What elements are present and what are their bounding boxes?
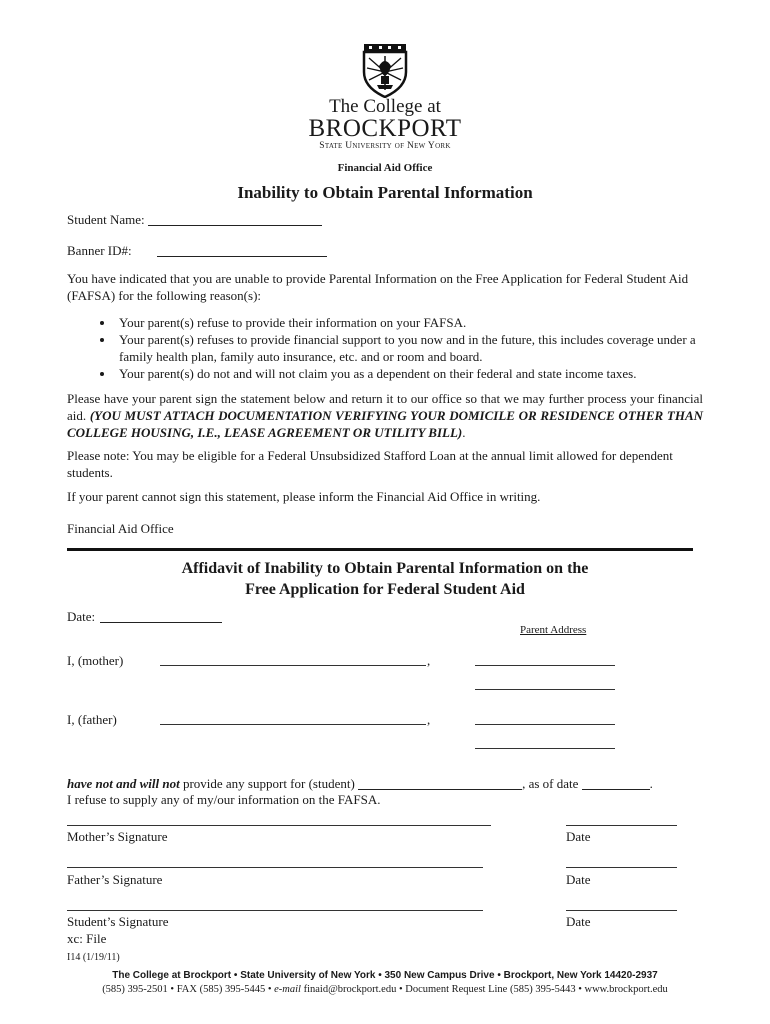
father-date-label: Date [566,872,591,887]
instructions-text: Please have your parent sign the statement below and return it to our office so that we may further process your financial aid. [67,391,703,423]
instructions-end: . [462,425,466,440]
mother-signature-label: Mother’s Signature [67,829,168,844]
statement-period: . [649,776,653,791]
father-signature-label: Father’s Signature [67,872,163,887]
banner-id-line [157,244,327,257]
footer-phone-fax: (585) 395-2501 • FAX (585) 395-5445 • [102,984,275,995]
list-item: • Your parent(s) refuse to provide their information on your FAFSA. [115,314,707,331]
list-item: • Your parent(s) refuses to provide financial support to you now and in the future, this includes coverage under a family health plan, family auto insurance, etc. and or room and board. [115,331,707,365]
instructions-emphasis: (YOU MUST ATTACH DOCUMENTATION VERIFYING YOUR DOMICILE OR RESIDENCE OTHER THAN COLLEGE HOUSING, I.E., LEASE AGREEMENT OR UTILITY BILL) [67,408,704,440]
college-crest-logo [361,42,409,98]
student-name-field [67,211,322,228]
mother-date-line [566,825,677,826]
mother-comma: , [427,653,431,668]
logo-line2: BROCKPORT [308,115,462,142]
cannot-sign-paragraph: If your parent cannot sign this statement, please inform the Financial Aid Office in writing. [67,489,541,504]
student-date-line [566,910,677,911]
reasons-list [67,314,707,382]
list-item: • Your parent(s) do not and will not claim you as a dependent on their federal and state income taxes. [115,365,707,382]
form-code: I14 (1/19/11) [67,952,120,963]
date-label: Date: [67,609,96,624]
logo-line3: State University of New York [319,141,451,151]
office-name: Financial Aid Office [337,162,433,174]
page-title: Inability to Obtain Parental Information [237,183,533,202]
father-signature-line [67,867,483,868]
as-of-date-text: , as of date [522,776,582,791]
father-name-line [160,724,426,725]
crest-icon [361,42,409,98]
affidavit-date-field [67,608,222,625]
banner-id-field [67,242,327,259]
sign-off: Financial Aid Office [67,521,174,536]
banner-id-label: Banner ID#: [67,243,132,258]
date-line [100,610,222,623]
mother-signature-line [67,825,491,826]
footer-email-label: e-mail [274,984,301,995]
affidavit-title-line1: Affidavit of Inability to Obtain Parental Information on the [181,560,589,577]
logo-line1: The College at [329,96,441,117]
father-label: I, (father) [67,712,117,727]
xc-file: xc: File [67,931,107,946]
mother-date-label: Date [566,829,591,844]
mother-name-line [160,665,426,666]
parent-address-label: Parent Address [520,624,587,636]
student-line [358,777,522,790]
support-statement [67,775,653,792]
provide-support-text: provide any support for (student) [179,776,359,791]
father-comma: , [427,712,431,727]
mother-label: I, (mother) [67,653,124,668]
footer-email-web: finaid@brockport.edu • Document Request Line (585) 395-5443 • www.brockport.edu [300,984,668,995]
student-signature-line [67,910,483,911]
mother-address-line-2 [475,689,615,690]
intro-paragraph: You have indicated that you are unable to provide Parental Information on the Free Application for Federal Student Aid (FAFSA) for the following reason(s): [67,271,689,303]
affidavit-title-line2: Free Application for Federal Student Aid [245,581,525,598]
student-date-label: Date [566,914,591,929]
have-not-emphasis: have not and will not [67,776,180,791]
note-paragraph: Please note: You may be eligible for a Federal Unsubsidized Stafford Loan at the annual limit allowed for dependent students. [67,448,673,480]
father-address-line-1 [475,724,615,725]
refuse-statement: I refuse to supply any of my/our information on the FAFSA. [67,792,381,807]
footer-address: The College at Brockport • State University of New York • 350 New Campus Drive • Brockport, New York 14420-2937 [112,970,658,981]
footer-contact [40,983,730,996]
student-signature-label: Student’s Signature [67,914,169,929]
section-divider [67,548,693,551]
father-address-line-2 [475,748,615,749]
mother-address-line-1 [475,665,615,666]
student-name-line [148,213,322,226]
father-date-line [566,867,677,868]
as-of-date-line [582,777,650,790]
student-name-label: Student Name: [67,212,145,227]
instructions-paragraph [67,390,703,441]
